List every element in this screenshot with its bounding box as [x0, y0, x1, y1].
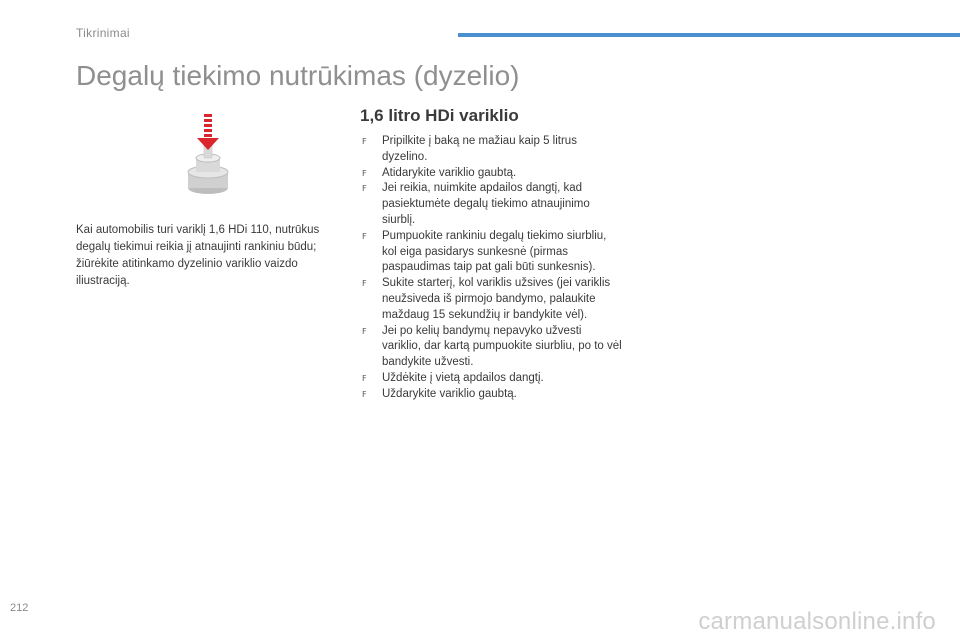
step-item — [362, 371, 622, 387]
step-item — [362, 134, 622, 166]
step-text: Jei reikia, nuimkite apdailos dangtį, kad pasiektumėte degalų tiekimo atnaujinimo siurblį. — [382, 182, 590, 226]
step-text: Uždėkite į vietą apdailos dangtį. — [382, 371, 544, 384]
pump-primer-icon — [178, 108, 238, 198]
step-item — [362, 276, 622, 323]
section-label: Tikrinimai — [76, 26, 130, 40]
step-text: Pripilkite į baką ne mažiau kaip 5 litrus dyzelino. — [382, 135, 577, 163]
bullet-icon: F — [362, 168, 367, 178]
step-text: Pumpuokite rankiniu degalų tiekimo siurbliu, kol eiga pasidarys sunkesnė (pirmas paspaudimas taip pat gali būti sunkesnis). — [382, 229, 607, 274]
pump-primer-illustration — [178, 108, 238, 198]
step-text: Sukite starterį, kol variklis užsives (jei variklis neužsiveda iš pirmojo bandymo, palaukite maždaug 15 sekundžių ir bandykite vėl). — [382, 277, 611, 321]
step-text: Jei po kelių bandymų nepavyko užvesti variklio, dar kartą pumpuokite siurbliu, po to vėl bandykite užvesti. — [382, 324, 622, 369]
page-title: Degalų tiekimo nutrūkimas (dyzelio) — [76, 60, 520, 91]
bullet-icon: F — [362, 389, 367, 399]
engine-heading: 1,6 litro HDi variklio — [360, 106, 519, 125]
page-number: 212 — [10, 602, 29, 614]
bullet-icon: F — [362, 326, 367, 336]
step-item — [362, 229, 622, 276]
step-item — [362, 324, 622, 371]
bullet-icon: F — [362, 373, 367, 383]
step-item — [362, 166, 622, 182]
header-accent-bar — [458, 33, 960, 37]
step-item — [362, 387, 622, 403]
bullet-icon: F — [362, 137, 367, 146]
step-text: Atidarykite variklio gaubtą. — [382, 166, 517, 179]
step-text: Uždarykite variklio gaubtą. — [382, 387, 517, 400]
bullet-icon: F — [362, 279, 367, 289]
bullet-icon: F — [362, 231, 367, 241]
watermark: carmanualsonline.info — [698, 608, 936, 635]
bullet-icon: F — [362, 184, 367, 194]
procedure-steps — [362, 134, 622, 403]
intro-paragraph: Kai automobilis turi variklį 1,6 HDi 110, nutrūkus degalų tiekimui reikia jį atnaujinti rankiniu būdu; žiūrėkite atitinkamo dyzelinio variklio vaizdo iliustraciją. — [76, 223, 320, 287]
step-item — [362, 181, 622, 228]
